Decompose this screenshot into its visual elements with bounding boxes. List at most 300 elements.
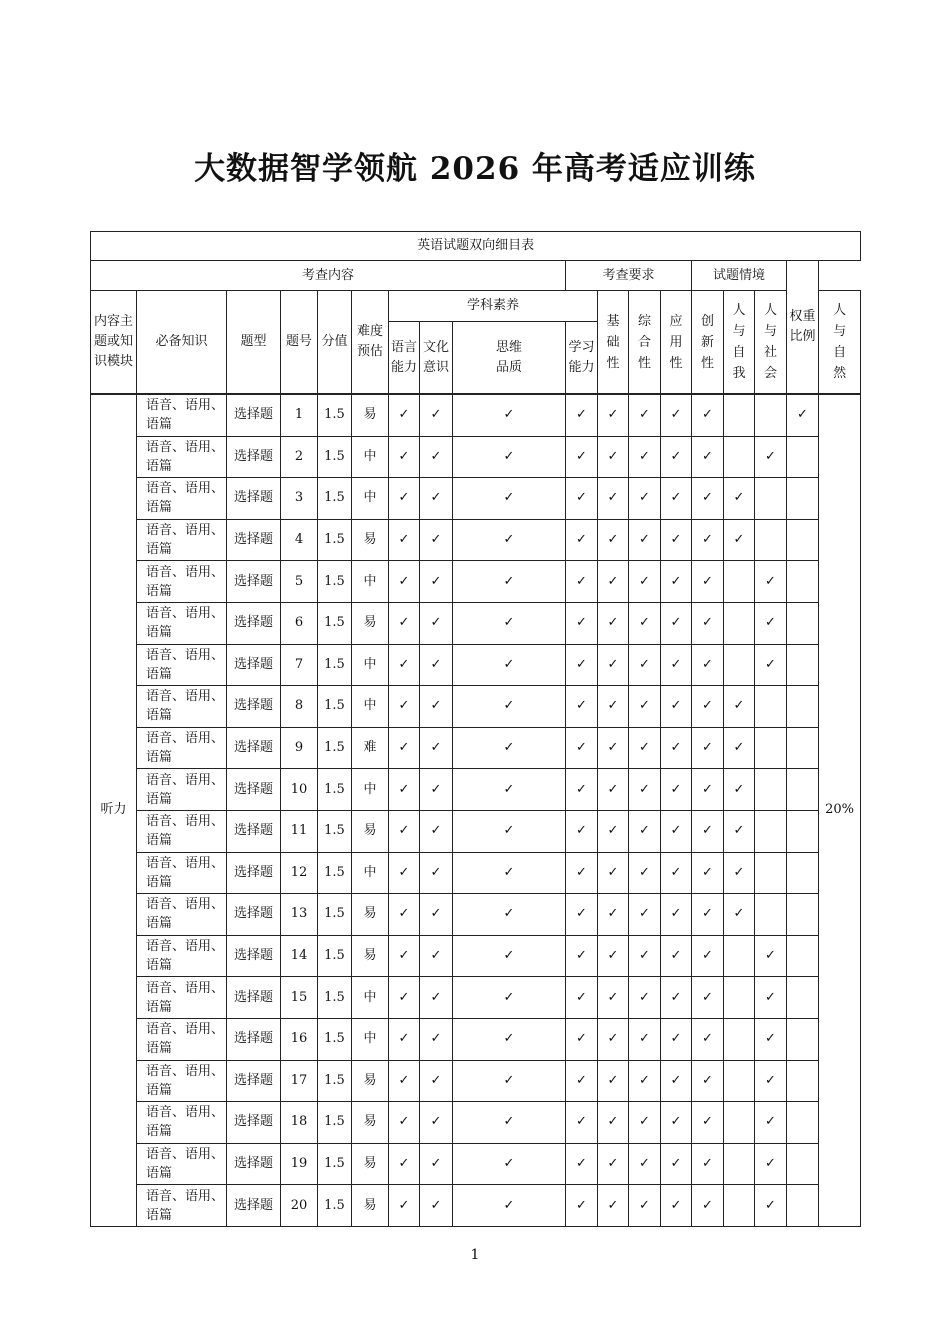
score-cell: 1.5: [318, 686, 352, 728]
header-self-label: 人 与 自 我: [732, 303, 746, 381]
check-comprehensive: ✓: [629, 1143, 661, 1185]
table-row: [91, 602, 861, 644]
check-innovative: ✓: [692, 894, 724, 936]
check-learning: ✓: [566, 1018, 598, 1060]
table-row: [91, 644, 861, 686]
check-innovative: ✓: [692, 727, 724, 769]
header-score: 分值: [318, 291, 352, 395]
score-cell: 1.5: [318, 561, 352, 603]
check-society: ✓: [755, 1143, 787, 1185]
check-language: ✓: [389, 852, 420, 894]
check-basic: ✓: [598, 394, 629, 436]
type-cell: 选择题: [227, 394, 281, 436]
header-self: [724, 291, 755, 395]
check-applied: ✓: [661, 561, 692, 603]
type-cell: 选择题: [227, 1018, 281, 1060]
table-row: [91, 935, 861, 977]
empty-self: [724, 644, 755, 686]
type-cell: 选择题: [227, 644, 281, 686]
check-society: ✓: [755, 1102, 787, 1144]
check-culture: ✓: [420, 1102, 453, 1144]
check-applied: ✓: [661, 894, 692, 936]
table-row: [91, 1185, 861, 1227]
check-thinking: ✓: [453, 602, 566, 644]
check-learning: ✓: [566, 602, 598, 644]
number-cell: 7: [281, 644, 318, 686]
table-row: [91, 810, 861, 852]
difficulty-cell: 易: [352, 519, 389, 561]
header-applied-label: 应 用 性: [669, 313, 683, 371]
score-cell: 1.5: [318, 644, 352, 686]
check-learning: ✓: [566, 977, 598, 1019]
header-module: [91, 291, 137, 395]
empty-self: [724, 602, 755, 644]
empty-nature: [787, 686, 819, 728]
check-thinking: ✓: [453, 1185, 566, 1227]
header-nature-label: 人 与 自 然: [833, 303, 847, 381]
page-title: 大数据智学领航 2026 年高考适应训练: [194, 151, 756, 187]
check-basic: ✓: [598, 769, 629, 811]
check-culture: ✓: [420, 644, 453, 686]
check-applied: ✓: [661, 727, 692, 769]
check-learning: ✓: [566, 935, 598, 977]
number-cell: 8: [281, 686, 318, 728]
type-cell: 选择题: [227, 1185, 281, 1227]
check-applied: ✓: [661, 1185, 692, 1227]
check-applied: ✓: [661, 644, 692, 686]
difficulty-cell: 中: [352, 852, 389, 894]
score-cell: 1.5: [318, 935, 352, 977]
difficulty-cell: 中: [352, 478, 389, 520]
check-applied: ✓: [661, 1143, 692, 1185]
check-comprehensive: ✓: [629, 1102, 661, 1144]
check-innovative: ✓: [692, 1060, 724, 1102]
group-situation-header: 试题情境: [692, 261, 787, 291]
check-learning: ✓: [566, 810, 598, 852]
check-thinking: ✓: [453, 894, 566, 936]
empty-nature: [787, 478, 819, 520]
empty-nature: [787, 519, 819, 561]
check-basic: ✓: [598, 686, 629, 728]
score-cell: 1.5: [318, 894, 352, 936]
table-row: [91, 519, 861, 561]
knowledge-cell: 语音、语用、语篇: [137, 1185, 227, 1227]
type-cell: 选择题: [227, 810, 281, 852]
check-learning: ✓: [566, 1102, 598, 1144]
check-basic: ✓: [598, 935, 629, 977]
empty-society: [755, 478, 787, 520]
check-basic: ✓: [598, 852, 629, 894]
check-basic: ✓: [598, 519, 629, 561]
empty-society: [755, 519, 787, 561]
header-language-label: 语言 能力: [390, 339, 417, 375]
check-basic: ✓: [598, 1143, 629, 1185]
empty-nature: [787, 1185, 819, 1227]
check-basic: ✓: [598, 644, 629, 686]
table-row: [91, 1018, 861, 1060]
table-row: [91, 852, 861, 894]
header-comprehensive: [629, 291, 661, 395]
difficulty-cell: 中: [352, 1018, 389, 1060]
empty-nature: [787, 1143, 819, 1185]
table-row: [91, 1060, 861, 1102]
check-culture: ✓: [420, 561, 453, 603]
check-self: ✓: [724, 686, 755, 728]
check-culture: ✓: [420, 727, 453, 769]
check-comprehensive: ✓: [629, 1185, 661, 1227]
check-language: ✓: [389, 1102, 420, 1144]
check-innovative: ✓: [692, 561, 724, 603]
header-society-label: 人 与 社 会: [763, 303, 777, 381]
score-cell: 1.5: [318, 1102, 352, 1144]
check-innovative: ✓: [692, 436, 724, 478]
knowledge-cell: 语音、语用、语篇: [137, 478, 227, 520]
header-learning-label: 学习 能力: [568, 339, 595, 375]
check-learning: ✓: [566, 1143, 598, 1185]
header-difficulty-label: 难度 预估: [356, 324, 383, 359]
check-culture: ✓: [420, 810, 453, 852]
check-thinking: ✓: [453, 561, 566, 603]
check-applied: ✓: [661, 769, 692, 811]
check-culture: ✓: [420, 1185, 453, 1227]
table-row: [91, 478, 861, 520]
score-cell: 1.5: [318, 394, 352, 436]
check-innovative: ✓: [692, 1018, 724, 1060]
check-thinking: ✓: [453, 478, 566, 520]
check-learning: ✓: [566, 436, 598, 478]
check-language: ✓: [389, 894, 420, 936]
check-thinking: ✓: [453, 769, 566, 811]
check-innovative: ✓: [692, 810, 724, 852]
type-cell: 选择题: [227, 1060, 281, 1102]
difficulty-cell: 难: [352, 727, 389, 769]
check-basic: ✓: [598, 1018, 629, 1060]
check-language: ✓: [389, 1018, 420, 1060]
number-cell: 5: [281, 561, 318, 603]
check-language: ✓: [389, 519, 420, 561]
check-basic: ✓: [598, 810, 629, 852]
check-culture: ✓: [420, 977, 453, 1019]
type-cell: 选择题: [227, 894, 281, 936]
table-row: [91, 686, 861, 728]
check-culture: ✓: [420, 686, 453, 728]
knowledge-cell: 语音、语用、语篇: [137, 810, 227, 852]
check-language: ✓: [389, 935, 420, 977]
check-culture: ✓: [420, 602, 453, 644]
check-comprehensive: ✓: [629, 644, 661, 686]
check-self: ✓: [724, 852, 755, 894]
number-cell: 3: [281, 478, 318, 520]
empty-self: [724, 436, 755, 478]
check-learning: ✓: [566, 394, 598, 436]
number-cell: 20: [281, 1185, 318, 1227]
number-cell: 19: [281, 1143, 318, 1185]
check-learning: ✓: [566, 769, 598, 811]
check-applied: ✓: [661, 436, 692, 478]
difficulty-cell: 易: [352, 1185, 389, 1227]
check-culture: ✓: [420, 1018, 453, 1060]
check-culture: ✓: [420, 394, 453, 436]
check-learning: ✓: [566, 478, 598, 520]
check-society: ✓: [755, 1018, 787, 1060]
knowledge-cell: 语音、语用、语篇: [137, 644, 227, 686]
check-thinking: ✓: [453, 1060, 566, 1102]
group-requirements-header: 考查要求: [566, 261, 692, 291]
check-comprehensive: ✓: [629, 686, 661, 728]
table-row: [91, 1102, 861, 1144]
check-self: ✓: [724, 894, 755, 936]
empty-nature: [787, 644, 819, 686]
check-language: ✓: [389, 436, 420, 478]
empty-nature: [787, 1102, 819, 1144]
check-learning: ✓: [566, 894, 598, 936]
empty-nature: [787, 727, 819, 769]
check-society: ✓: [755, 977, 787, 1019]
empty-society: [755, 394, 787, 436]
check-thinking: ✓: [453, 977, 566, 1019]
header-innovative: [692, 291, 724, 395]
difficulty-cell: 中: [352, 686, 389, 728]
check-learning: ✓: [566, 1185, 598, 1227]
header-innovative-label: 创 新 性: [700, 313, 714, 371]
check-basic: ✓: [598, 977, 629, 1019]
check-innovative: ✓: [692, 602, 724, 644]
empty-self: [724, 1143, 755, 1185]
header-module-label: 内容主 题或知 识模块: [93, 314, 133, 369]
check-culture: ✓: [420, 1060, 453, 1102]
check-thinking: ✓: [453, 436, 566, 478]
difficulty-cell: 中: [352, 977, 389, 1019]
knowledge-cell: 语音、语用、语篇: [137, 1102, 227, 1144]
check-innovative: ✓: [692, 977, 724, 1019]
score-cell: 1.5: [318, 478, 352, 520]
check-applied: ✓: [661, 602, 692, 644]
check-comprehensive: ✓: [629, 769, 661, 811]
check-language: ✓: [389, 602, 420, 644]
header-knowledge: 必备知识: [137, 291, 227, 395]
empty-nature: [787, 1060, 819, 1102]
knowledge-cell: 语音、语用、语篇: [137, 394, 227, 436]
table-row: [91, 1143, 861, 1185]
check-language: ✓: [389, 561, 420, 603]
header-thinking: [453, 322, 566, 395]
empty-society: [755, 769, 787, 811]
type-cell: 选择题: [227, 1102, 281, 1144]
check-nature: ✓: [787, 394, 819, 436]
check-basic: ✓: [598, 1185, 629, 1227]
check-language: ✓: [389, 810, 420, 852]
header-culture: [420, 322, 453, 395]
check-innovative: ✓: [692, 1143, 724, 1185]
check-language: ✓: [389, 1060, 420, 1102]
page-number: 1: [470, 1247, 480, 1263]
check-comprehensive: ✓: [629, 852, 661, 894]
check-innovative: ✓: [692, 769, 724, 811]
header-difficulty: [352, 291, 389, 395]
number-cell: 13: [281, 894, 318, 936]
difficulty-cell: 易: [352, 1102, 389, 1144]
check-language: ✓: [389, 644, 420, 686]
table-row: [91, 436, 861, 478]
number-cell: 2: [281, 436, 318, 478]
check-applied: ✓: [661, 810, 692, 852]
header-weight: [787, 261, 819, 395]
header-thinking-label: 思维 品质: [495, 339, 522, 375]
check-culture: ✓: [420, 894, 453, 936]
empty-nature: [787, 436, 819, 478]
check-applied: ✓: [661, 686, 692, 728]
check-comprehensive: ✓: [629, 1018, 661, 1060]
header-number: 题号: [281, 291, 318, 395]
knowledge-cell: 语音、语用、语篇: [137, 894, 227, 936]
check-basic: ✓: [598, 436, 629, 478]
number-cell: 17: [281, 1060, 318, 1102]
check-learning: ✓: [566, 519, 598, 561]
empty-self: [724, 1018, 755, 1060]
check-language: ✓: [389, 1185, 420, 1227]
check-thinking: ✓: [453, 519, 566, 561]
header-basic: [598, 291, 629, 395]
knowledge-cell: 语音、语用、语篇: [137, 686, 227, 728]
check-comprehensive: ✓: [629, 894, 661, 936]
knowledge-cell: 语音、语用、语篇: [137, 977, 227, 1019]
check-learning: ✓: [566, 852, 598, 894]
check-culture: ✓: [420, 1143, 453, 1185]
number-cell: 18: [281, 1102, 318, 1144]
knowledge-cell: 语音、语用、语篇: [137, 1060, 227, 1102]
check-applied: ✓: [661, 519, 692, 561]
number-cell: 11: [281, 810, 318, 852]
difficulty-cell: 易: [352, 894, 389, 936]
type-cell: 选择题: [227, 519, 281, 561]
number-cell: 10: [281, 769, 318, 811]
score-cell: 1.5: [318, 519, 352, 561]
check-innovative: ✓: [692, 852, 724, 894]
spec-table: [90, 231, 861, 1227]
type-cell: 选择题: [227, 478, 281, 520]
number-cell: 16: [281, 1018, 318, 1060]
table-caption: 英语试题双向细目表: [91, 232, 861, 261]
difficulty-cell: 易: [352, 935, 389, 977]
table-row: [91, 977, 861, 1019]
check-innovative: ✓: [692, 935, 724, 977]
score-cell: 1.5: [318, 1060, 352, 1102]
check-language: ✓: [389, 394, 420, 436]
check-self: ✓: [724, 727, 755, 769]
check-thinking: ✓: [453, 727, 566, 769]
header-learning: [566, 322, 598, 395]
number-cell: 6: [281, 602, 318, 644]
empty-nature: [787, 852, 819, 894]
weight-cell: 20%: [819, 394, 861, 1226]
empty-nature: [787, 769, 819, 811]
check-applied: ✓: [661, 1018, 692, 1060]
knowledge-cell: 语音、语用、语篇: [137, 1018, 227, 1060]
number-cell: 12: [281, 852, 318, 894]
header-nature: [819, 291, 861, 395]
check-innovative: ✓: [692, 478, 724, 520]
empty-nature: [787, 894, 819, 936]
check-thinking: ✓: [453, 1102, 566, 1144]
check-thinking: ✓: [453, 852, 566, 894]
table-row: [91, 561, 861, 603]
empty-society: [755, 894, 787, 936]
type-cell: 选择题: [227, 561, 281, 603]
check-comprehensive: ✓: [629, 561, 661, 603]
difficulty-cell: 易: [352, 394, 389, 436]
check-culture: ✓: [420, 519, 453, 561]
header-society: [755, 291, 787, 395]
check-innovative: ✓: [692, 519, 724, 561]
check-thinking: ✓: [453, 810, 566, 852]
check-culture: ✓: [420, 935, 453, 977]
check-basic: ✓: [598, 561, 629, 603]
check-learning: ✓: [566, 644, 598, 686]
empty-self: [724, 977, 755, 1019]
score-cell: 1.5: [318, 977, 352, 1019]
difficulty-cell: 易: [352, 810, 389, 852]
header-type: 题型: [227, 291, 281, 395]
header-language: [389, 322, 420, 395]
check-basic: ✓: [598, 1060, 629, 1102]
score-cell: 1.5: [318, 1018, 352, 1060]
check-innovative: ✓: [692, 394, 724, 436]
empty-society: [755, 852, 787, 894]
check-thinking: ✓: [453, 1018, 566, 1060]
score-cell: 1.5: [318, 436, 352, 478]
empty-nature: [787, 1018, 819, 1060]
empty-self: [724, 935, 755, 977]
check-innovative: ✓: [692, 686, 724, 728]
check-learning: ✓: [566, 561, 598, 603]
empty-self: [724, 1060, 755, 1102]
check-learning: ✓: [566, 727, 598, 769]
type-cell: 选择题: [227, 935, 281, 977]
empty-nature: [787, 602, 819, 644]
knowledge-cell: 语音、语用、语篇: [137, 935, 227, 977]
empty-nature: [787, 935, 819, 977]
header-culture-label: 文化 意识: [422, 339, 449, 375]
knowledge-cell: 语音、语用、语篇: [137, 1143, 227, 1185]
type-cell: 选择题: [227, 602, 281, 644]
check-society: ✓: [755, 935, 787, 977]
empty-nature: [787, 810, 819, 852]
header-comprehensive-label: 综 合 性: [637, 313, 651, 371]
check-thinking: ✓: [453, 935, 566, 977]
check-language: ✓: [389, 478, 420, 520]
check-comprehensive: ✓: [629, 977, 661, 1019]
check-comprehensive: ✓: [629, 727, 661, 769]
check-society: ✓: [755, 602, 787, 644]
empty-self: [724, 561, 755, 603]
empty-nature: [787, 561, 819, 603]
knowledge-cell: 语音、语用、语篇: [137, 602, 227, 644]
check-comprehensive: ✓: [629, 519, 661, 561]
group-content-header: 考查内容: [91, 261, 566, 291]
type-cell: 选择题: [227, 769, 281, 811]
empty-self: [724, 1185, 755, 1227]
type-cell: 选择题: [227, 977, 281, 1019]
check-applied: ✓: [661, 977, 692, 1019]
check-applied: ✓: [661, 852, 692, 894]
type-cell: 选择题: [227, 686, 281, 728]
check-innovative: ✓: [692, 644, 724, 686]
table-row: [91, 727, 861, 769]
difficulty-cell: 易: [352, 602, 389, 644]
check-applied: ✓: [661, 1060, 692, 1102]
empty-society: [755, 810, 787, 852]
difficulty-cell: 中: [352, 436, 389, 478]
